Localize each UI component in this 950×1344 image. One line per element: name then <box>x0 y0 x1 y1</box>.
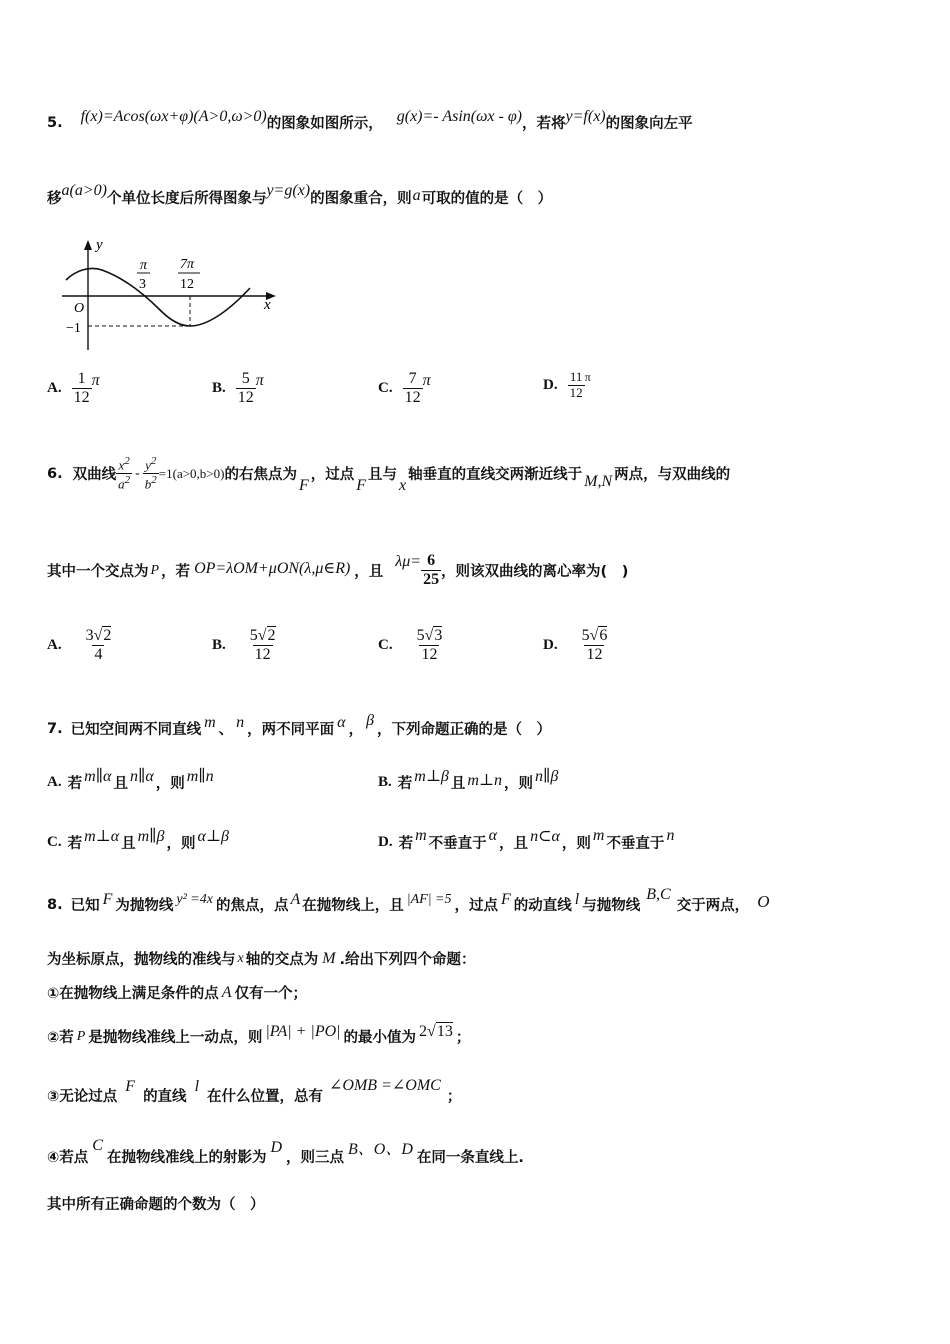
q6-option-b[interactable] <box>212 627 278 665</box>
q7-option-d[interactable] <box>378 826 676 853</box>
option-expr: m⊥α <box>84 827 120 845</box>
option-text: 若 <box>397 776 413 792</box>
q5-option-b[interactable] <box>212 370 264 408</box>
option-expr: α <box>488 826 498 844</box>
q7-text: ，下列命题正确的是（ ） <box>377 722 552 738</box>
q8-points-BOD: B、O、D <box>348 1141 413 1158</box>
q8-parabola-eq: y² =4x <box>176 891 213 907</box>
q7-text: 已知空间两不同直线 <box>70 722 202 738</box>
q8-text: 为抛物线 <box>115 898 174 914</box>
q7-option-a[interactable] <box>47 767 216 793</box>
q7-var-alpha: α <box>337 713 346 731</box>
option-expr: m∥n <box>186 767 214 785</box>
option-expr: m <box>415 826 427 844</box>
option-text: ，则 <box>503 776 533 792</box>
q8-text: ，则三点 <box>286 1150 345 1166</box>
q7-var-n: n <box>236 713 245 731</box>
q8-points-BC: B,C <box>646 885 671 903</box>
option-fraction: $\frac{5√3}{12}$ <box>416 627 443 664</box>
q8-text: 在抛物线准线上的射影为 <box>106 1150 267 1166</box>
q8-point-D: D <box>270 1138 283 1156</box>
q5-y-equals-f: y=f(x) <box>565 107 606 125</box>
q6-points-MN: M,N <box>584 472 613 490</box>
q8-number: 8. <box>47 896 63 913</box>
q8-pa-plus-po: |PA| + |PO| <box>265 1022 341 1040</box>
q8-focus-F: F <box>102 890 113 908</box>
q8-point-A: A <box>290 890 301 908</box>
graph-tick2-den: 12 <box>180 277 194 292</box>
option-text: 若 <box>67 836 83 852</box>
q5-line2 <box>47 181 553 208</box>
option-expr: n∥α <box>129 767 154 785</box>
hyperbola-eq-rest: =1(a>0,b>0) <box>158 465 225 481</box>
q6-lambda-mu: λμ= <box>395 552 422 570</box>
q7-text: ，两不同平面 <box>247 722 335 738</box>
q5-var-a: a <box>412 186 421 204</box>
q8-text: 与抛物线 <box>582 898 641 914</box>
q6-focus-F: F <box>298 476 309 494</box>
graph-neg-one-label: −1 <box>66 321 81 336</box>
q6-lambda-mu-fraction: $\frac{6}{25}$ <box>423 552 440 589</box>
q6-option-d[interactable] <box>543 627 609 665</box>
option-text: 且 <box>113 776 128 792</box>
q8-text: 在抛物线上，且 <box>302 898 404 914</box>
option-label: A. <box>47 637 62 654</box>
option-expr: m∥β <box>137 827 165 845</box>
q6-text: 其中一个交点为 <box>47 564 149 581</box>
q8-text: ④若点 <box>47 1150 89 1166</box>
q8-focus-F: F <box>501 890 511 908</box>
option-text: 不垂直于 <box>428 836 487 852</box>
q5-number: 5. <box>47 114 63 131</box>
option-text: 且 <box>121 836 136 852</box>
option-expr: α⊥β <box>197 827 229 845</box>
option-fraction: $\frac{5√6}{12}$ <box>581 627 608 664</box>
q6-option-c[interactable] <box>378 627 444 665</box>
graph-tick1-num: π <box>140 258 148 273</box>
option-expr: m <box>592 826 605 844</box>
option-text: ，则 <box>155 776 185 792</box>
option-expr: m⊥β <box>414 767 449 785</box>
q8-af-length: |AF| =5 <box>406 891 452 907</box>
q8-text: 的最小值为 <box>343 1030 417 1046</box>
q8-statement-1 <box>47 982 307 1003</box>
q8-focus-F: F <box>125 1077 136 1095</box>
q6-text: 两点，与双曲线的 <box>614 467 731 484</box>
option-expr: m∥α <box>84 767 112 785</box>
q7-text: ， <box>348 722 364 738</box>
q6-text: ，则该双曲线的离心率为( ) <box>441 564 629 581</box>
q5-a-condition: a(a>0) <box>61 181 107 199</box>
q6-focus-F: F <box>356 476 367 494</box>
option-text: ，则 <box>561 836 591 852</box>
q6-option-a[interactable] <box>47 627 113 665</box>
q5-text: 的图象向左平 <box>605 116 693 132</box>
option-fraction: $\frac{7}{12}$ <box>404 370 421 407</box>
q5-text: 的图象如图所示， <box>266 116 383 132</box>
option-label: D. <box>378 834 393 850</box>
q5-text: ，若将 <box>522 116 566 132</box>
q7-number: 7. <box>47 720 63 737</box>
graph-x-label: x <box>264 297 271 313</box>
q7-var-beta: β <box>366 711 375 729</box>
hyperbola-x-term: $\frac{x^2}{a^2}$ <box>118 455 131 492</box>
graph-y-label: y <box>96 237 103 253</box>
q8-x-var: x <box>237 950 244 966</box>
pi-symbol: π <box>255 371 264 389</box>
q8-text: ①在抛物线上满足条件的点 <box>47 986 219 1002</box>
option-label: C. <box>378 380 393 397</box>
q5-y-equals-g: y=g(x) <box>266 181 311 199</box>
option-label: B. <box>378 774 392 790</box>
option-text: ，且 <box>499 836 529 852</box>
q6-text: ，过点 <box>310 467 355 484</box>
q8-angle-equation: ∠OMB =∠OMC <box>329 1076 441 1094</box>
q8-text: 的直线 <box>143 1089 187 1105</box>
q5-text: 的图象重合，则 <box>310 191 412 207</box>
q8-point-M: M <box>322 949 336 967</box>
option-fraction: $\frac{11}{12}$ <box>569 369 583 400</box>
q6-text: 且与 <box>368 467 398 484</box>
q8-text: ③无论过点 <box>47 1089 118 1105</box>
q5-cosine-graph <box>44 232 284 354</box>
q8-min-value: 2√13 <box>419 1022 453 1040</box>
option-expr: n <box>666 826 675 844</box>
option-expr: n⊂α <box>530 827 560 845</box>
q7-var-m: m <box>204 713 216 731</box>
q8-text: 是抛物线准线上一动点，则 <box>88 1030 263 1046</box>
q5-function-g: g(x)=- Asin(ωx - φ) <box>396 107 523 125</box>
option-expr: m⊥n <box>467 771 502 789</box>
graph-tick2-num: 7π <box>180 257 195 272</box>
q8-text: ②若 <box>47 1030 74 1046</box>
q8-point-P: P <box>76 1028 86 1044</box>
option-label: B. <box>212 380 226 397</box>
q8-text: 的焦点，点 <box>215 898 289 914</box>
q8-point-A: A <box>221 983 232 1001</box>
pi-symbol: π <box>422 371 431 389</box>
q8-text: 仅有一个； <box>234 986 308 1002</box>
q8-statement-3 <box>47 1076 462 1106</box>
q6-line2 <box>47 552 628 590</box>
q5-option-d[interactable] <box>543 370 591 401</box>
option-fraction: $\frac{5}{12}$ <box>237 370 254 407</box>
option-label: D. <box>543 637 558 654</box>
q8-text: 为坐标原点，抛物线的准线与 <box>47 952 236 968</box>
q8-text: 的动直线 <box>513 898 572 914</box>
q6-point-P: P <box>150 562 160 578</box>
q8-text: 在同一条直线上. <box>416 1150 524 1166</box>
q6-text: 双曲线 <box>72 467 117 484</box>
q7-text: 、 <box>218 722 234 738</box>
q8-text: 其中所有正确命题的个数为（ ） <box>47 1197 265 1213</box>
option-label: A. <box>47 774 62 790</box>
q7-option-b[interactable] <box>378 767 560 793</box>
option-fraction: $\frac{3√2}{4}$ <box>85 627 112 664</box>
q5-text: 个单位长度后所得图象与 <box>106 191 267 207</box>
option-label: C. <box>47 834 62 850</box>
q6-text: 轴垂直的直线交两渐近线于 <box>408 467 583 484</box>
q8-text: ，过点 <box>454 898 498 914</box>
option-label: C. <box>378 637 393 654</box>
option-label: B. <box>212 637 226 654</box>
graph-origin-label: O <box>74 301 85 316</box>
q8-text: 轴的交点为 <box>245 952 319 968</box>
pi-symbol: π <box>584 369 591 384</box>
graph-tick1-den: 3 <box>139 277 146 292</box>
q8-text: 在什么位置，总有 <box>207 1089 324 1105</box>
q8-statement-2 <box>47 1022 471 1047</box>
q5-line1 <box>47 107 693 133</box>
option-text: 不垂直于 <box>606 836 665 852</box>
pi-symbol: π <box>91 371 100 389</box>
q7-option-c[interactable] <box>47 827 231 853</box>
q8-text: .给出下列四个命题： <box>339 952 476 968</box>
option-text: 且 <box>450 776 466 792</box>
q6-line1: 6. 双曲线 $\frac{x^2}{a^2}$ - $\frac{y^2}{b^2}$ =1(a>0,b>0) 的右焦点为 F ，过点 F 且与 x 轴垂直的直线交两渐近线于 M,N 两点，与双曲线的 <box>47 455 731 494</box>
q8-text: 已知 <box>70 898 100 914</box>
q8-line1 <box>47 885 770 915</box>
q8-statement-4 <box>47 1136 524 1168</box>
q8-point-C: C <box>92 1136 103 1154</box>
option-expr: n∥β <box>534 767 559 785</box>
q8-origin-O: O <box>757 891 770 911</box>
option-fraction: $\frac{5√2}{12}$ <box>249 627 276 664</box>
q5-text: 可取的值的是（ ） <box>421 191 553 207</box>
q5-text: 移 <box>47 191 62 207</box>
q8-text: 交于两点， <box>676 898 750 914</box>
option-text: 若 <box>67 776 83 792</box>
option-text: 若 <box>398 836 414 852</box>
q7-line1 <box>47 711 552 739</box>
q8-line-l: l <box>574 890 580 908</box>
q5-option-a[interactable] <box>47 370 100 408</box>
q8-final-question <box>47 1193 265 1214</box>
q6-number: 6. <box>47 465 63 482</box>
q6-vector-equation: OP=λOM+μON(λ,μ∈R) <box>194 559 351 577</box>
q6-text: ，且 <box>354 564 384 581</box>
option-text: ，则 <box>166 836 196 852</box>
q6-text: ，若 <box>161 564 191 581</box>
q8-line-l: l <box>194 1077 200 1095</box>
q5-function-f: f(x)=Acos(ωx+φ)(A>0,ω>0) <box>80 107 267 125</box>
hyperbola-y-term: $\frac{y^2}{b^2}$ <box>144 455 157 492</box>
q8-text: ； <box>446 1089 462 1105</box>
option-fraction: $\frac{1}{12}$ <box>73 370 90 407</box>
q8-text: ； <box>455 1030 471 1046</box>
q8-line2 <box>47 948 476 969</box>
option-label: D. <box>543 376 558 393</box>
option-label: A. <box>47 380 62 397</box>
q6-text: 的右焦点为 <box>224 467 297 484</box>
q5-option-c[interactable] <box>378 370 431 408</box>
q6-x-var: x <box>399 476 407 494</box>
